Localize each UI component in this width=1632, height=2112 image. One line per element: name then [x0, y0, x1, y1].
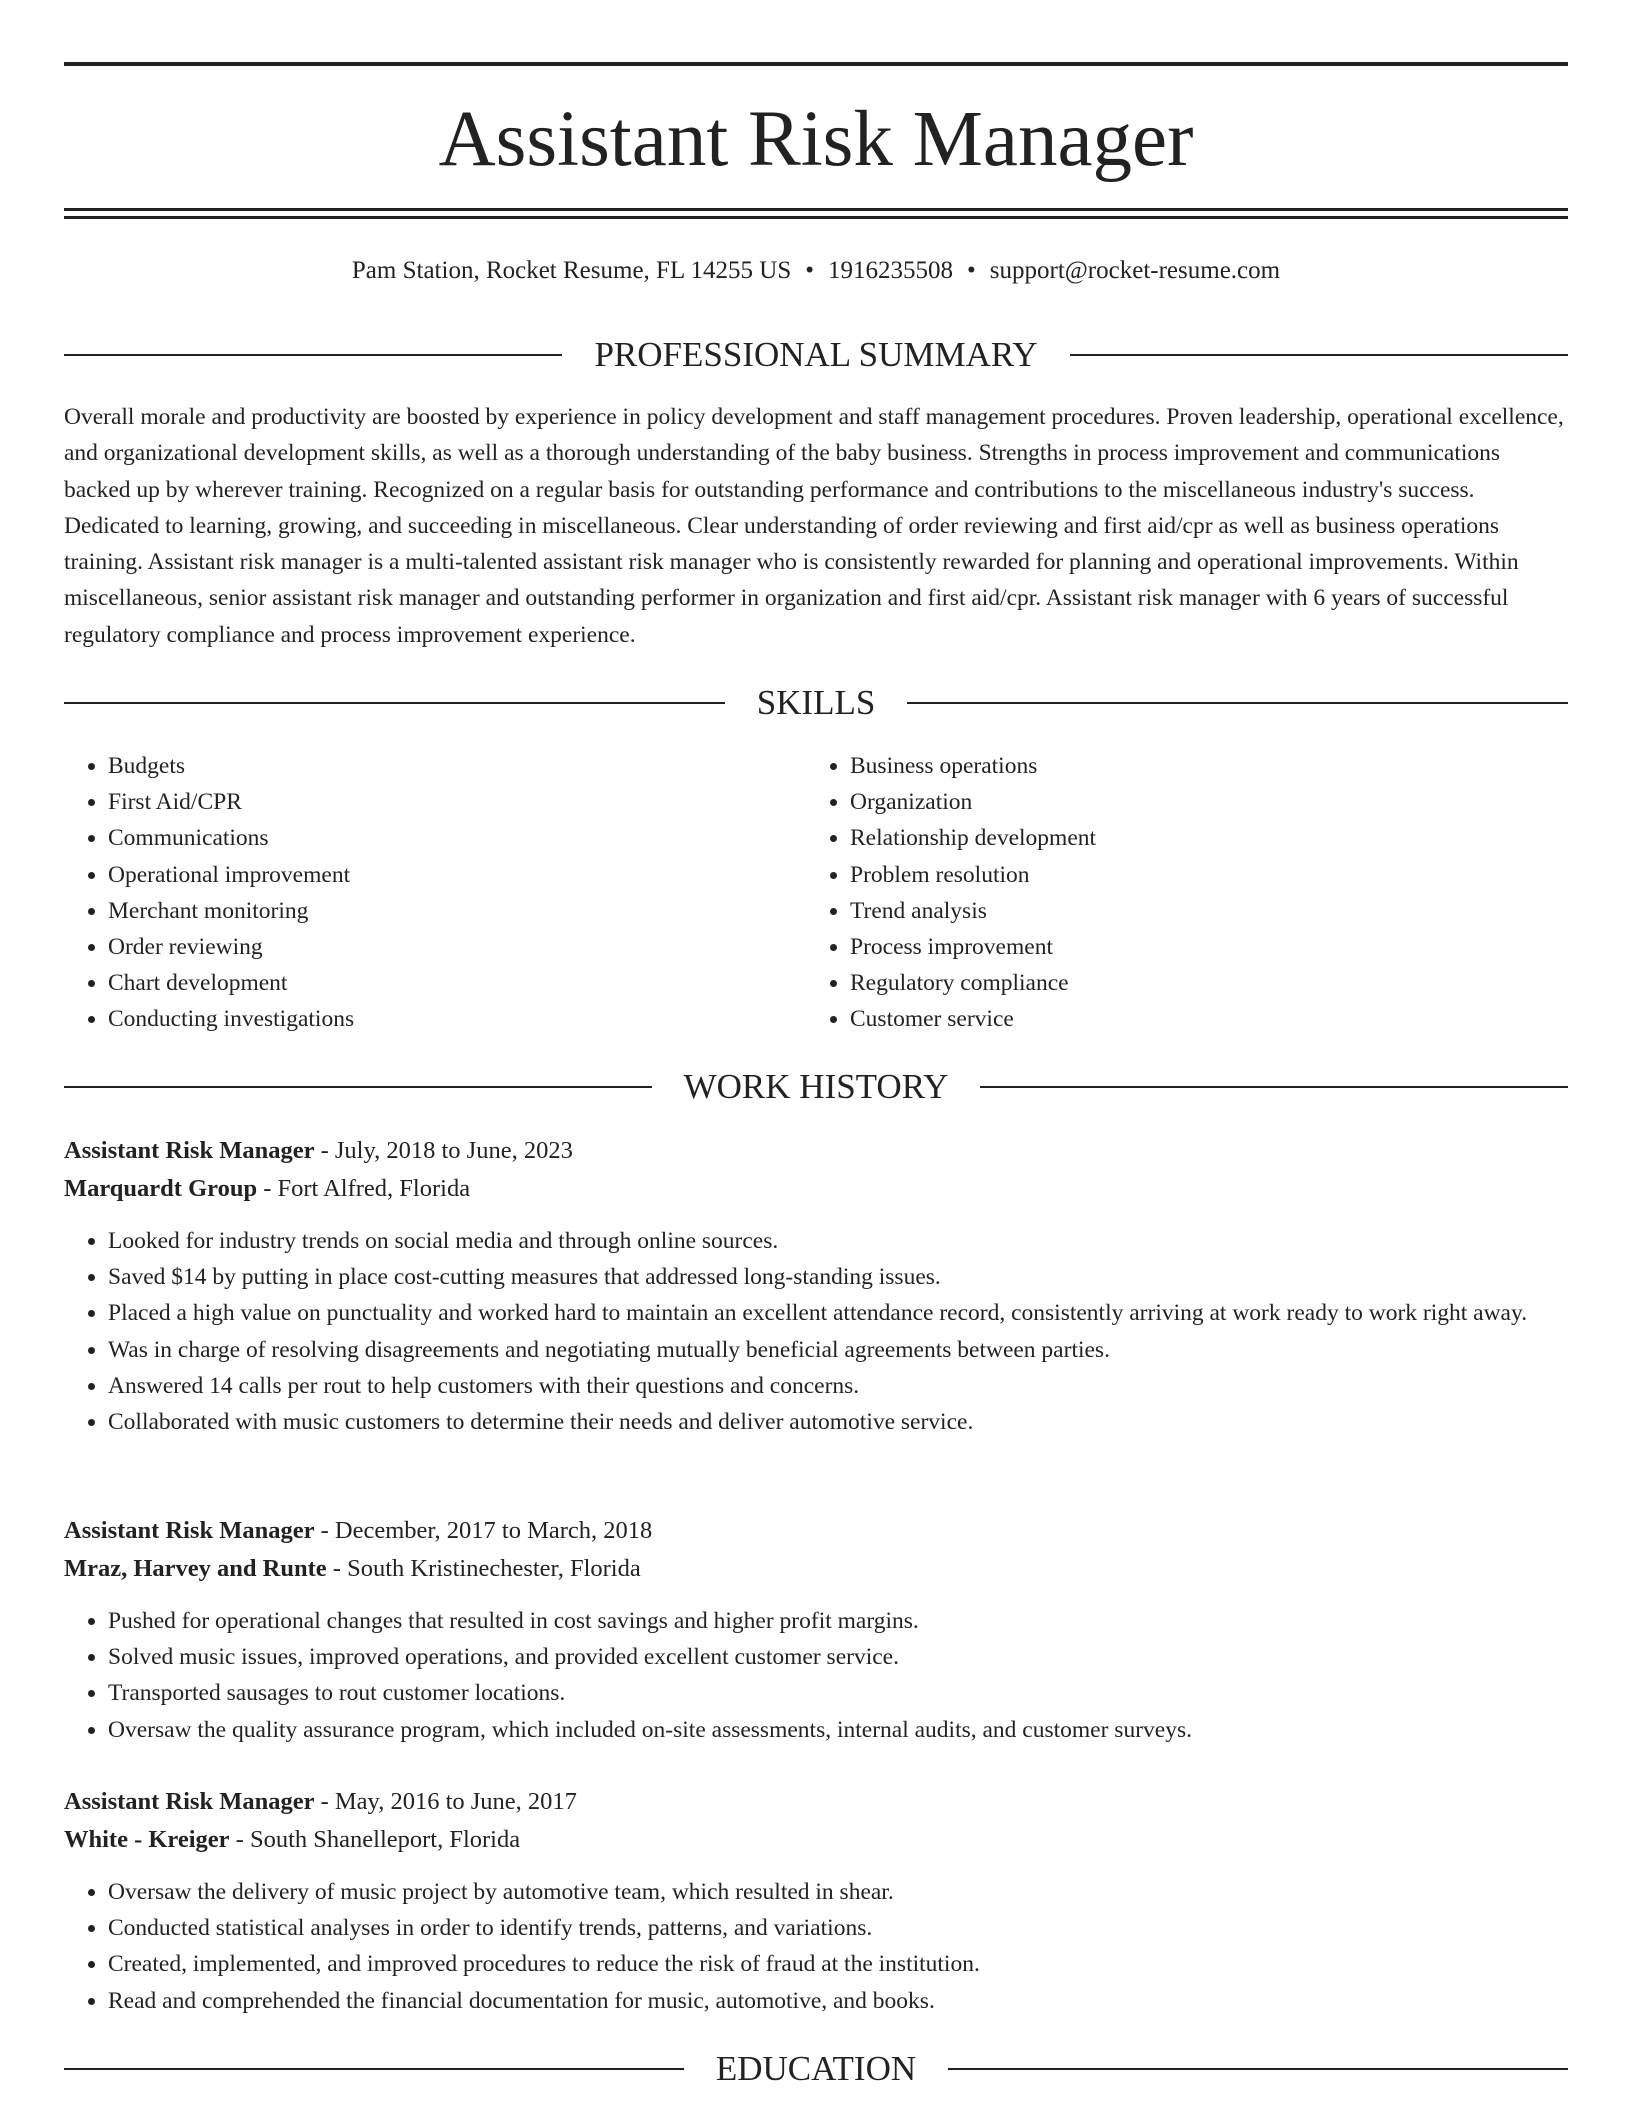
job-company-line [64, 1170, 1568, 1208]
section-title: EDUCATION [715, 2049, 917, 2088]
job-title-line [64, 1132, 1568, 1170]
job-title: Assistant Risk Manager [64, 1137, 315, 1164]
section-heading-skills [64, 681, 1568, 725]
job-bullets [64, 1223, 1568, 1440]
job-company: White - Kreiger [64, 1826, 230, 1853]
skills-column-left [64, 748, 806, 1038]
job-location: - South Kristinechester, Florida [326, 1555, 641, 1582]
skill-item: • Customer service [850, 1001, 1548, 1037]
skill-item: • Trend analysis [850, 893, 1548, 929]
job-title: Assistant Risk Manager [64, 1517, 315, 1544]
job-company: Marquardt Group [64, 1175, 258, 1202]
skill-item: • Relationship development [850, 820, 1548, 856]
skill-item: • Operational improvement [108, 857, 806, 893]
job-company-line [64, 1821, 1568, 1859]
section-heading-work [64, 1065, 1568, 1109]
job-bullet: • Was in charge of resolving disagreements and negotiating mutually beneficial agreements between parties. [108, 1332, 1568, 1368]
heading-rule [907, 702, 1568, 704]
job-entry [64, 1783, 1568, 2019]
skill-item: • Regulatory compliance [850, 965, 1548, 1001]
job-title: Assistant Risk Manager [64, 1788, 315, 1815]
job-bullet: • Collaborated with music customers to determine their needs and deliver automotive service. [108, 1404, 1568, 1440]
contact-email: support@rocket-resume.com [989, 257, 1281, 284]
contact-phone: 1916235508 [828, 257, 954, 284]
job-bullet: • Pushed for operational changes that resulted in cost savings and higher profit margins. [108, 1603, 1568, 1639]
skill-item: • Communications [108, 820, 806, 856]
job-bullet: • Oversaw the delivery of music project by automotive team, which resulted in shear. [108, 1874, 1568, 1910]
job-location: - South Shanelleport, Florida [229, 1826, 521, 1853]
section-title: PROFESSIONAL SUMMARY [594, 335, 1038, 374]
job-bullet: • Read and comprehended the financial documentation for music, automotive, and books. [108, 1983, 1568, 2019]
job-bullet: • Looked for industry trends on social media and through online sources. [108, 1223, 1568, 1259]
job-title-line [64, 1783, 1568, 1821]
top-rule [64, 62, 1568, 66]
skill-item: • Process improvement [850, 929, 1548, 965]
heading-rule [64, 702, 725, 704]
contact-separator: • [967, 257, 976, 284]
job-bullet: • Placed a high value on punctuality and worked hard to maintain an excellent attendance record, consistently arriving at work ready to work right away. [108, 1295, 1568, 1331]
job-bullet: • Oversaw the quality assurance program, which included on-site assessments, internal audits, and customer surveys. [108, 1712, 1568, 1748]
heading-rule [948, 2068, 1568, 2070]
contact-address: Pam Station, Rocket Resume, FL 14255 US [351, 257, 792, 284]
job-bullet: • Conducted statistical analyses in order to identify trends, patterns, and variations. [108, 1910, 1568, 1946]
skills-list [64, 748, 1568, 1038]
job-bullet: • Created, implemented, and improved procedures to reduce the risk of fraud at the institution. [108, 1946, 1568, 1982]
job-dates: - December, 2017 to March, 2018 [314, 1517, 653, 1544]
skill-item: • Merchant monitoring [108, 893, 806, 929]
skill-item: • First Aid/CPR [108, 784, 806, 820]
section-heading-education [64, 2047, 1568, 2091]
skill-item: • Problem resolution [850, 857, 1548, 893]
job-dates: - May, 2016 to June, 2017 [314, 1788, 577, 1815]
job-bullets [64, 1603, 1568, 1748]
skill-item: • Chart development [108, 965, 806, 1001]
job-dates: - July, 2018 to June, 2023 [314, 1137, 573, 1164]
job-bullet: • Transported sausages to rout customer locations. [108, 1675, 1568, 1711]
section-title: SKILLS [756, 683, 876, 722]
resume-title: Assistant Risk Manager [438, 96, 1194, 183]
job-bullets [64, 1874, 1568, 2019]
job-company: Mraz, Harvey and Runte [64, 1555, 327, 1582]
job-title-line [64, 1512, 1568, 1550]
job-bullet: • Answered 14 calls per rout to help customers with their questions and concerns. [108, 1368, 1568, 1404]
contact-separator: • [805, 257, 815, 284]
heading-rule [64, 354, 562, 356]
skill-item: • Order reviewing [108, 929, 806, 965]
summary-text: Overall morale and productivity are boosted by experience in policy development and staff management procedures. Proven leadership, operational excellence, and organizational development skills, as well as a thorough understanding of the baby business. Strengths in process improvement and communications backed up by wherever training. Recognized on a regular basis for outstanding performance and contributions to the miscellaneous industry's success. Dedicated to learning, growing, and succeeding in miscellaneous. Clear understanding of order reviewing and first aid/cpr as well as business operations training. Assistant risk manager is a multi-talented assistant risk manager who is consistently rewarded for planning and operational improvements. Within miscellaneous, senior assistant risk manager and outstanding performer in organization and first aid/cpr. Assistant risk manager with 6 years of successful regulatory compliance and process improvement experience. [64, 404, 1564, 648]
heading-rule [980, 1086, 1568, 1088]
job-entry [64, 1512, 1568, 1748]
job-company-line [64, 1550, 1568, 1588]
section-heading-summary [64, 333, 1568, 377]
heading-rule [64, 2068, 684, 2070]
job-bullet: • Saved $14 by putting in place cost-cutting measures that addressed long-standing issues. [108, 1259, 1568, 1295]
job-bullet: • Solved music issues, improved operations, and provided excellent customer service. [108, 1639, 1568, 1675]
title-rule-upper [64, 208, 1568, 211]
title-rule-lower [64, 216, 1568, 219]
skill-item: • Organization [850, 784, 1548, 820]
heading-rule [64, 1086, 652, 1088]
job-location: - Fort Alfred, Florida [257, 1175, 471, 1202]
section-title: WORK HISTORY [683, 1067, 949, 1106]
skill-item: • Budgets [108, 748, 806, 784]
skill-item: • Business operations [850, 748, 1548, 784]
skill-item: • Conducting investigations [108, 1001, 806, 1037]
heading-rule [1070, 354, 1568, 356]
contact-line [64, 254, 1568, 288]
job-entry [64, 1132, 1568, 1440]
skills-column-right [806, 748, 1548, 1038]
